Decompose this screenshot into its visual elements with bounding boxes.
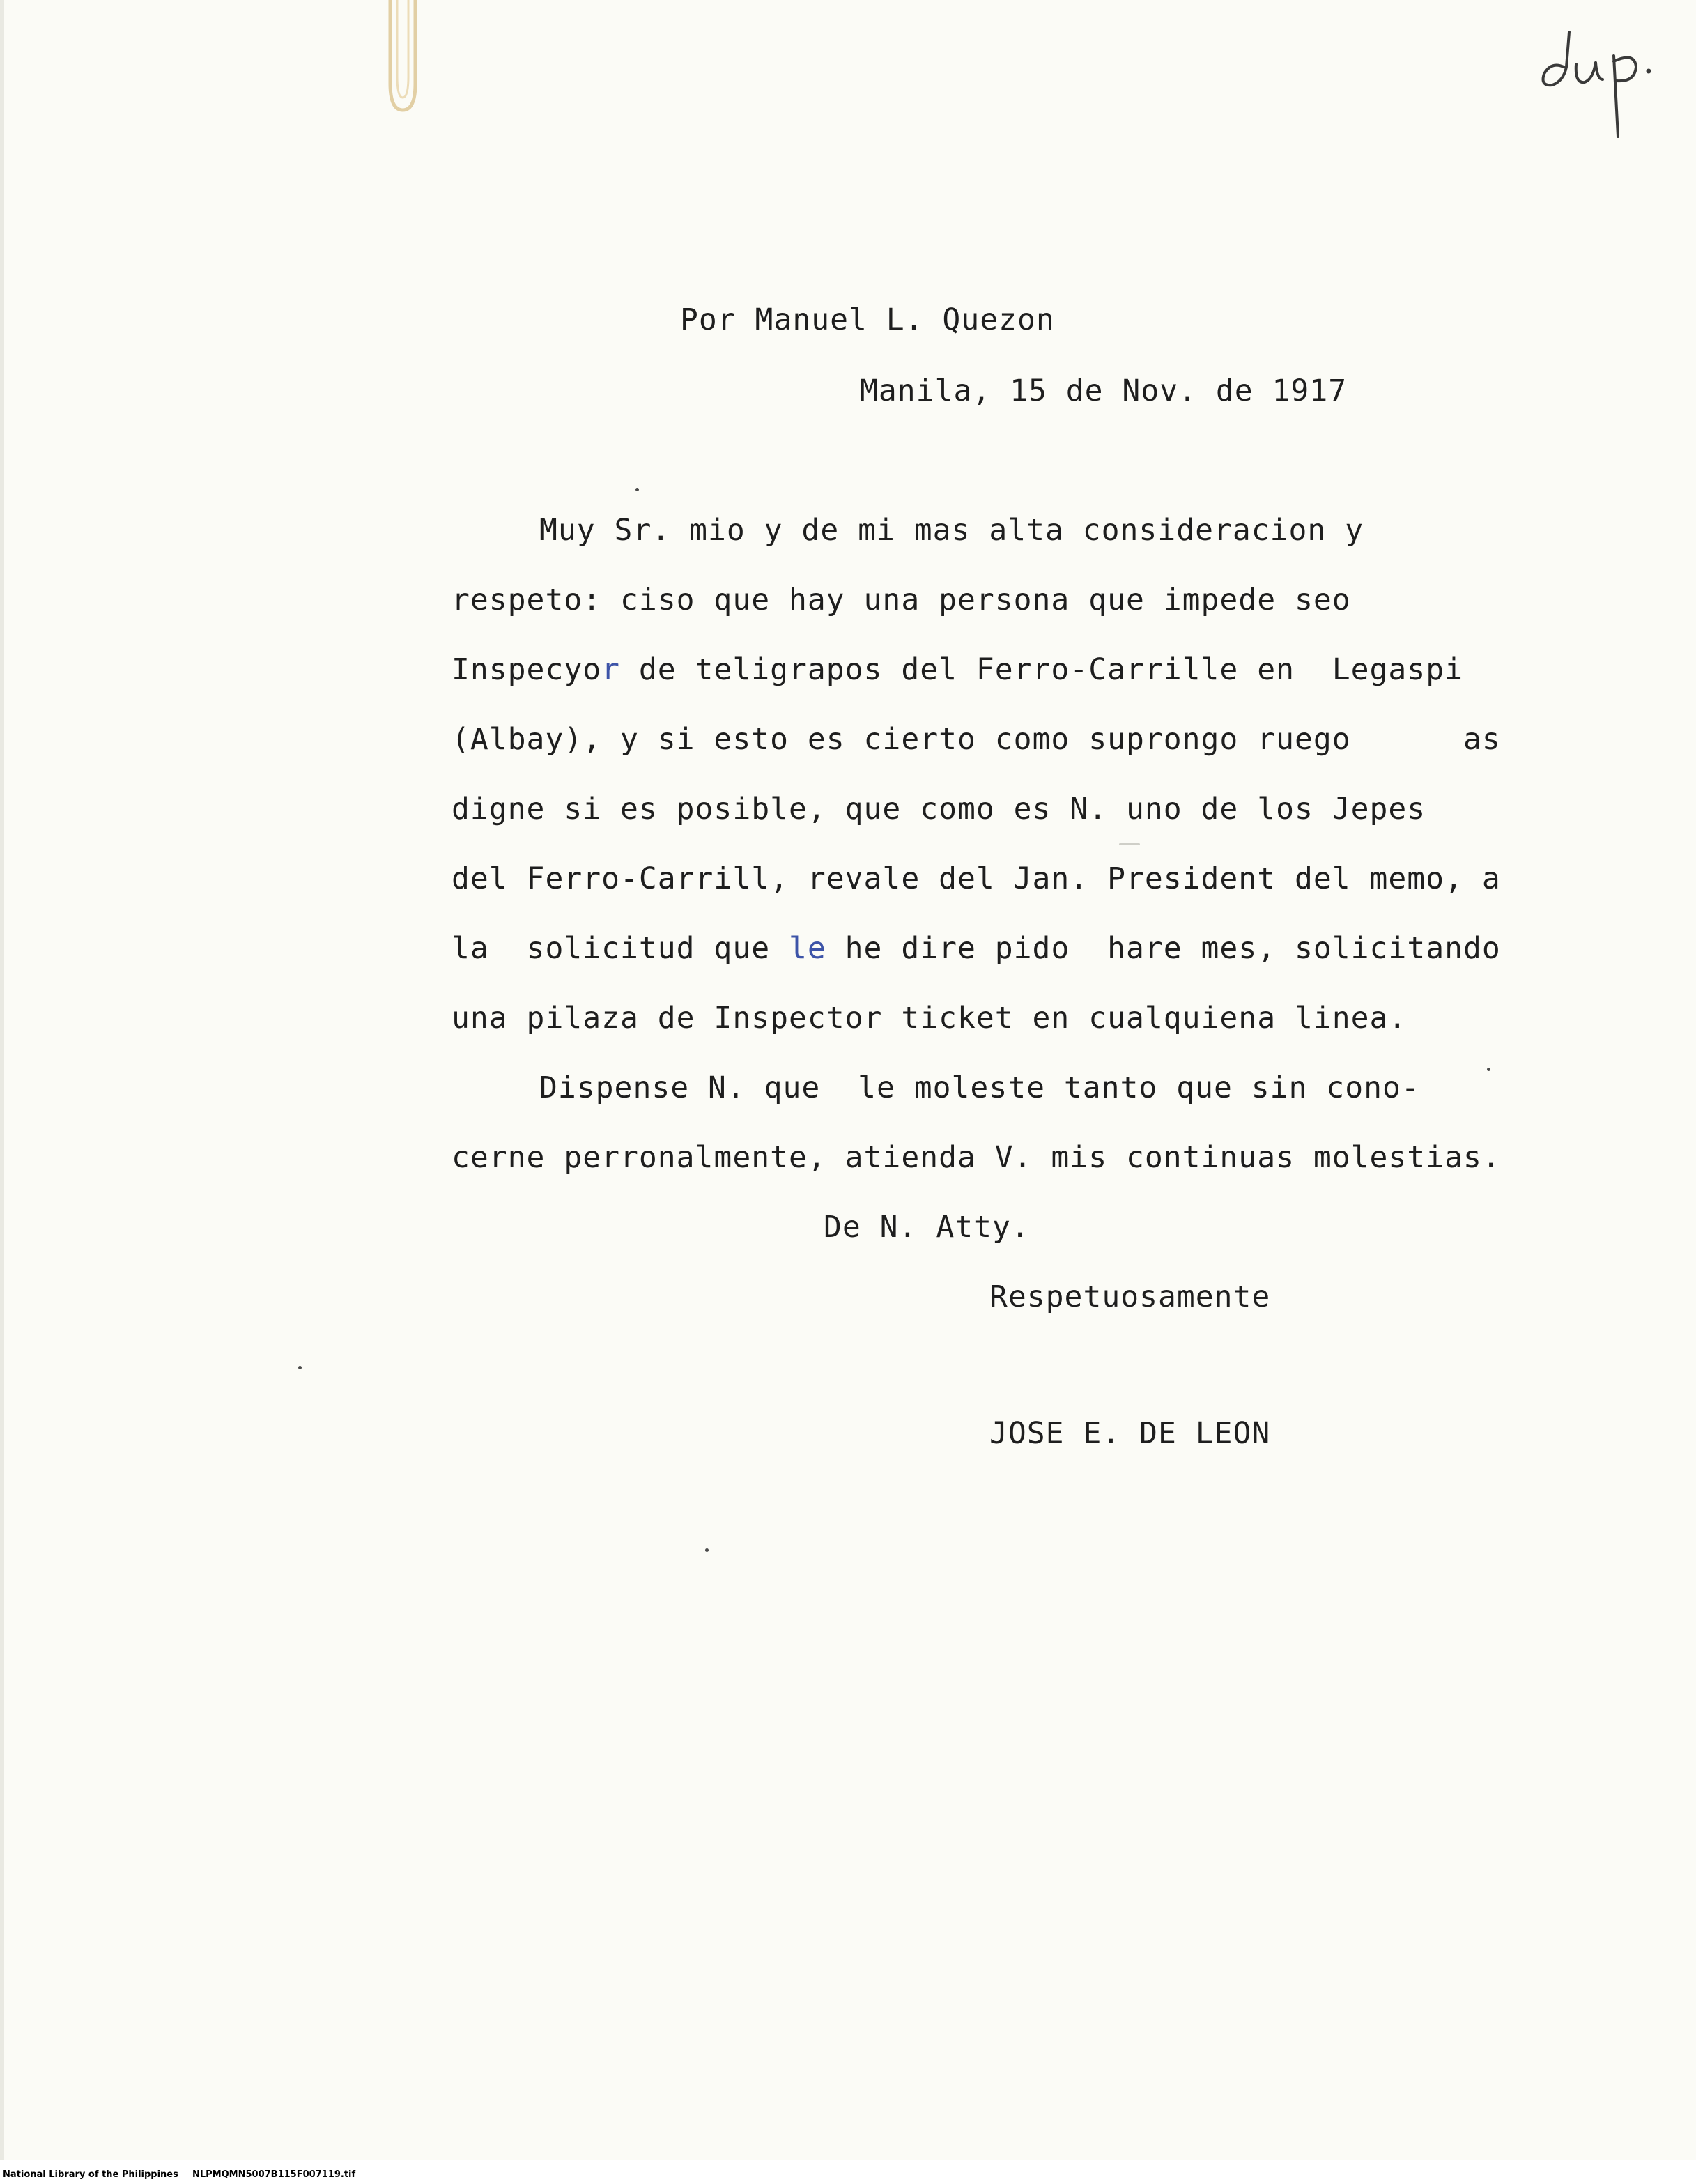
blue-ink-correction: r <box>601 652 620 687</box>
body-line: respeto: ciso que hay una persona que impede seo <box>452 583 1351 617</box>
body-line: (Albay), y si esto es cierto como suprongo ruego as <box>452 722 1501 757</box>
body-line: del Ferro-Carrill, revale del Jan. President del memo, a <box>452 861 1501 896</box>
blue-ink-correction: le <box>789 931 826 966</box>
paper-speck <box>298 1366 302 1369</box>
body-line: digne si es posible, que como es N. uno de los Jepes <box>452 792 1426 826</box>
scan-footer <box>0 2160 1696 2184</box>
body-text-segment: he dire pido hare mes, solicitando <box>826 931 1501 966</box>
paper-clip-mark <box>382 0 424 118</box>
closing-line: De N. Atty. <box>824 1210 1030 1245</box>
body-line: Dispense N. que le moleste tanto que sin cono- <box>539 1070 1420 1105</box>
body-text-segment: la solicitud que <box>452 931 789 966</box>
paper-speck <box>1119 843 1140 845</box>
place-date-line: Manila, 15 de Nov. de 1917 <box>860 374 1348 408</box>
body-text-segment: Inspecyo <box>452 652 602 687</box>
handwritten-dup-annotation <box>1530 25 1663 144</box>
signature-name: JOSE E. DE LEON <box>989 1416 1271 1451</box>
paper-speck <box>635 488 639 491</box>
body-line: Muy Sr. mio y de mi mas alta consideracion y <box>539 513 1364 548</box>
file-id-label: NLPMQMN5007B115F007119.tif <box>192 2169 356 2180</box>
institution-label: National Library of the Philippines <box>3 2169 178 2180</box>
body-line <box>452 931 1501 966</box>
paper-speck <box>1487 1068 1490 1071</box>
body-line: una pilaza de Inspector ticket en cualquiena linea. <box>452 1001 1408 1036</box>
paper-edge <box>0 0 4 2184</box>
body-text-segment: de teligrapos del Ferro-Carrille en Legaspi <box>620 652 1463 687</box>
body-line <box>452 652 1463 687</box>
closing-line: Respetuosamente <box>989 1279 1271 1314</box>
paper-speck <box>705 1548 709 1552</box>
addressee-heading: Por Manuel L. Quezon <box>680 302 1055 337</box>
body-line: cerne perronalmente, atienda V. mis continuas molestias. <box>452 1140 1501 1175</box>
